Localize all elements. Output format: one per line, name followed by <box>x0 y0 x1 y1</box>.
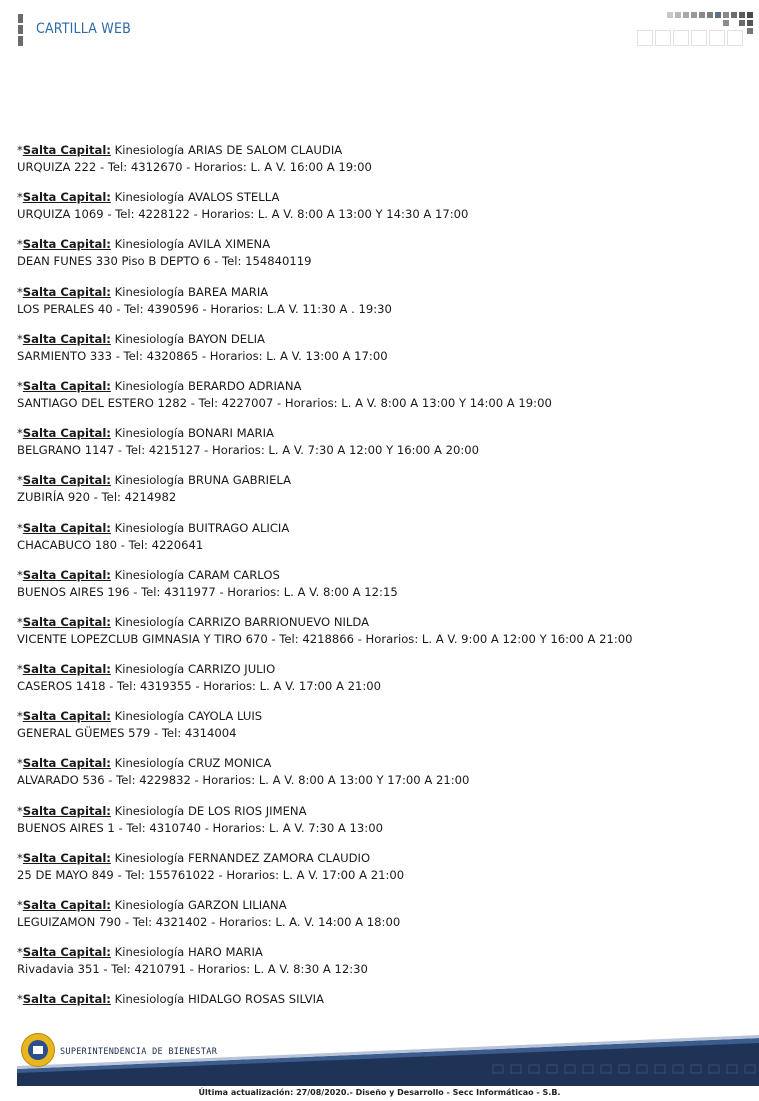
list-item: *Salta Capital: Kinesiología BRUNA GABRIELA ZUBIRÍA 920 - Tel: 4214982 <box>17 472 752 506</box>
provider-details: GENERAL GÜEMES 579 - Tel: 4314004 <box>17 726 237 741</box>
list-item: *Salta Capital: Kinesiología AVALOS STELLA URQUIZA 1069 - Tel: 4228122 - Horarios: L. A V. 8:00 A 13:00 Y 14:30 A 17:00 <box>17 189 752 223</box>
provider-details: ALVARADO 536 - Tel: 4229832 - Horarios: L. A V. 8:00 A 13:00 Y 17:00 A 21:00 <box>17 773 470 788</box>
city-label: Salta Capital: <box>22 803 111 818</box>
city-label: Salta Capital: <box>22 850 111 865</box>
provider-name: Kinesiología ARIAS DE SALOM CLAUDIA <box>114 143 343 157</box>
city-label: Salta Capital: <box>22 284 111 299</box>
provider-details: BUENOS AIRES 1 - Tel: 4310740 - Horarios: L. A V. 7:30 A 13:00 <box>17 820 383 835</box>
list-item: *Salta Capital: Kinesiología BUITRAGO ALICIA CHACABUCO 180 - Tel: 4220641 <box>17 520 752 554</box>
provider-details: LOS PERALES 40 - Tel: 4390596 - Horarios: L.A V. 11:30 A . 19:30 <box>17 301 392 316</box>
city-label: Salta Capital: <box>22 567 111 582</box>
city-label: Salta Capital: <box>22 237 111 252</box>
provider-name: Kinesiología CAYOLA LUIS <box>114 709 263 724</box>
provider-name: Kinesiología GARZON LILIANA <box>114 898 287 912</box>
list-item: *Salta Capital: Kinesiología FERNANDEZ ZAMORA CLAUDIO 25 DE MAYO 849 - Tel: 155761022 - Horarios: L. A V. 17:00 A 21:00 <box>17 850 752 884</box>
city-label: Salta Capital: <box>22 614 111 629</box>
provider-details: BELGRANO 1147 - Tel: 4215127 - Horarios: L. A V. 7:30 A 12:00 Y 16:00 A 20:00 <box>17 443 479 458</box>
list-item: *Salta Capital: Kinesiología CARAM CARLOS BUENOS AIRES 196 - Tel: 4311977 - Horarios: L. A V. 8:00 A 12:15 <box>17 567 752 601</box>
provider-name: Kinesiología FERNANDEZ ZAMORA CLAUDIO <box>114 850 371 865</box>
list-item: *Salta Capital: Kinesiología CARRIZO BARRIONUEVO NILDA VICENTE LOPEZCLUB GIMNASIA Y TIRO 670 - Tel: 4218866 - Horarios: L. A V. 9:00 A 12:00 Y 16:00 A 21:00 <box>17 614 752 648</box>
org-name: SUPERINTENDENCIA DE BIENESTAR <box>60 1047 218 1057</box>
provider-name: Kinesiología CARAM CARLOS <box>114 567 280 582</box>
footer-band-graphic <box>17 1028 759 1088</box>
city-label: Salta Capital: <box>22 190 111 205</box>
provider-details: BUENOS AIRES 196 - Tel: 4311977 - Horarios: L. A V. 8:00 A 12:15 <box>17 584 398 599</box>
city-label: Salta Capital: <box>22 945 111 960</box>
provider-name: Kinesiología CARRIZO JULIO <box>114 662 276 677</box>
provider-name: Kinesiología BRUNA GABRIELA <box>114 473 292 488</box>
list-item: *Salta Capital: Kinesiología CAYOLA LUIS GENERAL GÜEMES 579 - Tel: 4314004 <box>17 708 752 742</box>
list-item: *Salta Capital: Kinesiología HIDALGO ROSAS SILVIA <box>17 992 324 1007</box>
list-item: *Salta Capital: Kinesiología GARZON LILIANA LEGUIZAMON 790 - Tel: 4321402 - Horarios: L. A. V. 14:00 A 18:00 <box>17 897 752 931</box>
provider-details: Rivadavia 351 - Tel: 4210791 - Horarios: L. A V. 8:30 A 12:30 <box>17 962 368 977</box>
city-label: Salta Capital: <box>22 992 111 1007</box>
provider-name: Kinesiología BERARDO ADRIANA <box>114 378 302 393</box>
provider-details: URQUIZA 1069 - Tel: 4228122 - Horarios: L. A V. 8:00 A 13:00 Y 14:30 A 17:00 <box>17 207 469 222</box>
decorative-squares <box>637 12 759 48</box>
provider-name: Kinesiología CARRIZO BARRIONUEVO NILDA <box>114 614 370 629</box>
provider-name: Kinesiología BONARI MARIA <box>114 426 274 441</box>
provider-name: Kinesiología AVILA XIMENA <box>114 237 271 252</box>
city-label: Salta Capital: <box>22 378 111 393</box>
list-item: *Salta Capital: Kinesiología CARRIZO JULIO CASEROS 1418 - Tel: 4319355 - Horarios: L. A V. 17:00 A 21:00 <box>17 661 752 695</box>
provider-name: Kinesiología BUITRAGO ALICIA <box>114 520 290 535</box>
city-label: Salta Capital: <box>22 143 111 157</box>
header-accent-bar <box>18 14 23 46</box>
list-item: *Salta Capital: Kinesiología CRUZ MONICA ALVARADO 536 - Tel: 4229832 - Horarios: L. A V. 8:00 A 13:00 Y 17:00 A 21:00 <box>17 755 752 789</box>
provider-details: SARMIENTO 333 - Tel: 4320865 - Horarios: L. A V. 13:00 A 17:00 <box>17 348 388 363</box>
city-label: Salta Capital: <box>22 898 111 912</box>
city-label: Salta Capital: <box>22 709 111 724</box>
city-label: Salta Capital: <box>22 756 111 771</box>
list-item: *Salta Capital: Kinesiología BONARI MARIA BELGRANO 1147 - Tel: 4215127 - Horarios: L. A V. 7:30 A 12:00 Y 16:00 A 20:00 <box>17 425 752 459</box>
city-label: Salta Capital: <box>22 662 111 677</box>
page-header <box>0 0 759 60</box>
list-item: *Salta Capital: Kinesiología ARIAS DE SALOM CLAUDIA URQUIZA 222 - Tel: 4312670 - Horarios: L. A V. 16:00 A 19:00 <box>17 142 752 176</box>
provider-details: CASEROS 1418 - Tel: 4319355 - Horarios: L. A V. 17:00 A 21:00 <box>17 679 382 694</box>
provider-list <box>17 142 752 1022</box>
list-item: *Salta Capital: Kinesiología DE LOS RIOS JIMENA BUENOS AIRES 1 - Tel: 4310740 - Horarios: L. A V. 7:30 A 13:00 <box>17 803 752 837</box>
provider-details: ZUBIRÍA 920 - Tel: 4214982 <box>17 490 177 505</box>
last-updated-text: Última actualización: 27/08/2020.- Diseño y Desarrollo - Secc Informáticao - S.B. <box>198 1088 561 1097</box>
list-item: *Salta Capital: Kinesiología BAYON DELIA SARMIENTO 333 - Tel: 4320865 - Horarios: L. A V. 13:00 A 17:00 <box>17 331 752 365</box>
page-title: CARTILLA WEB <box>36 21 131 37</box>
provider-details: DEAN FUNES 330 Piso B DEPTO 6 - Tel: 154840119 <box>17 254 312 269</box>
provider-name: Kinesiología CRUZ MONICA <box>114 756 272 771</box>
provider-name: Kinesiología DE LOS RIOS JIMENA <box>114 803 307 818</box>
provider-details: VICENTE LOPEZCLUB GIMNASIA Y TIRO 670 - Tel: 4218866 - Horarios: L. A V. 9:00 A 12:00 Y 16:00 A 21:00 <box>17 631 633 646</box>
institution-seal-icon <box>21 1033 55 1067</box>
city-label: Salta Capital: <box>22 520 111 535</box>
city-label: Salta Capital: <box>22 426 111 441</box>
provider-details: CHACABUCO 180 - Tel: 4220641 <box>17 537 204 552</box>
provider-name: Kinesiología BAYON DELIA <box>114 331 265 346</box>
provider-details: SANTIAGO DEL ESTERO 1282 - Tel: 4227007 - Horarios: L. A V. 8:00 A 13:00 Y 14:00 A 19:00 <box>17 395 552 410</box>
list-item: *Salta Capital: Kinesiología AVILA XIMENA DEAN FUNES 330 Piso B DEPTO 6 - Tel: 154840119 <box>17 236 752 270</box>
provider-name: Kinesiología HARO MARIA <box>114 945 263 960</box>
provider-name: Kinesiología AVALOS STELLA <box>114 190 280 205</box>
provider-details: 25 DE MAYO 849 - Tel: 155761022 - Horarios: L. A V. 17:00 A 21:00 <box>17 867 405 882</box>
provider-details: LEGUIZAMON 790 - Tel: 4321402 - Horarios: L. A. V. 14:00 A 18:00 <box>17 915 401 929</box>
provider-name: Kinesiología HIDALGO ROSAS SILVIA <box>114 992 324 1007</box>
city-label: Salta Capital: <box>22 473 111 488</box>
provider-name: Kinesiología BAREA MARIA <box>114 284 269 299</box>
provider-details: URQUIZA 222 - Tel: 4312670 - Horarios: L. A V. 16:00 A 19:00 <box>17 160 372 174</box>
list-item: *Salta Capital: Kinesiología BAREA MARIA LOS PERALES 40 - Tel: 4390596 - Horarios: L.A V. 11:30 A . 19:30 <box>17 284 752 318</box>
list-item: *Salta Capital: Kinesiología HARO MARIA Rivadavia 351 - Tel: 4210791 - Horarios: L. A V. 8:30 A 12:30 <box>17 944 752 978</box>
city-label: Salta Capital: <box>22 331 111 346</box>
list-item: *Salta Capital: Kinesiología BERARDO ADRIANA SANTIAGO DEL ESTERO 1282 - Tel: 4227007 - Horarios: L. A V. 8:00 A 13:00 Y 14:00 A 19:00 <box>17 378 752 412</box>
